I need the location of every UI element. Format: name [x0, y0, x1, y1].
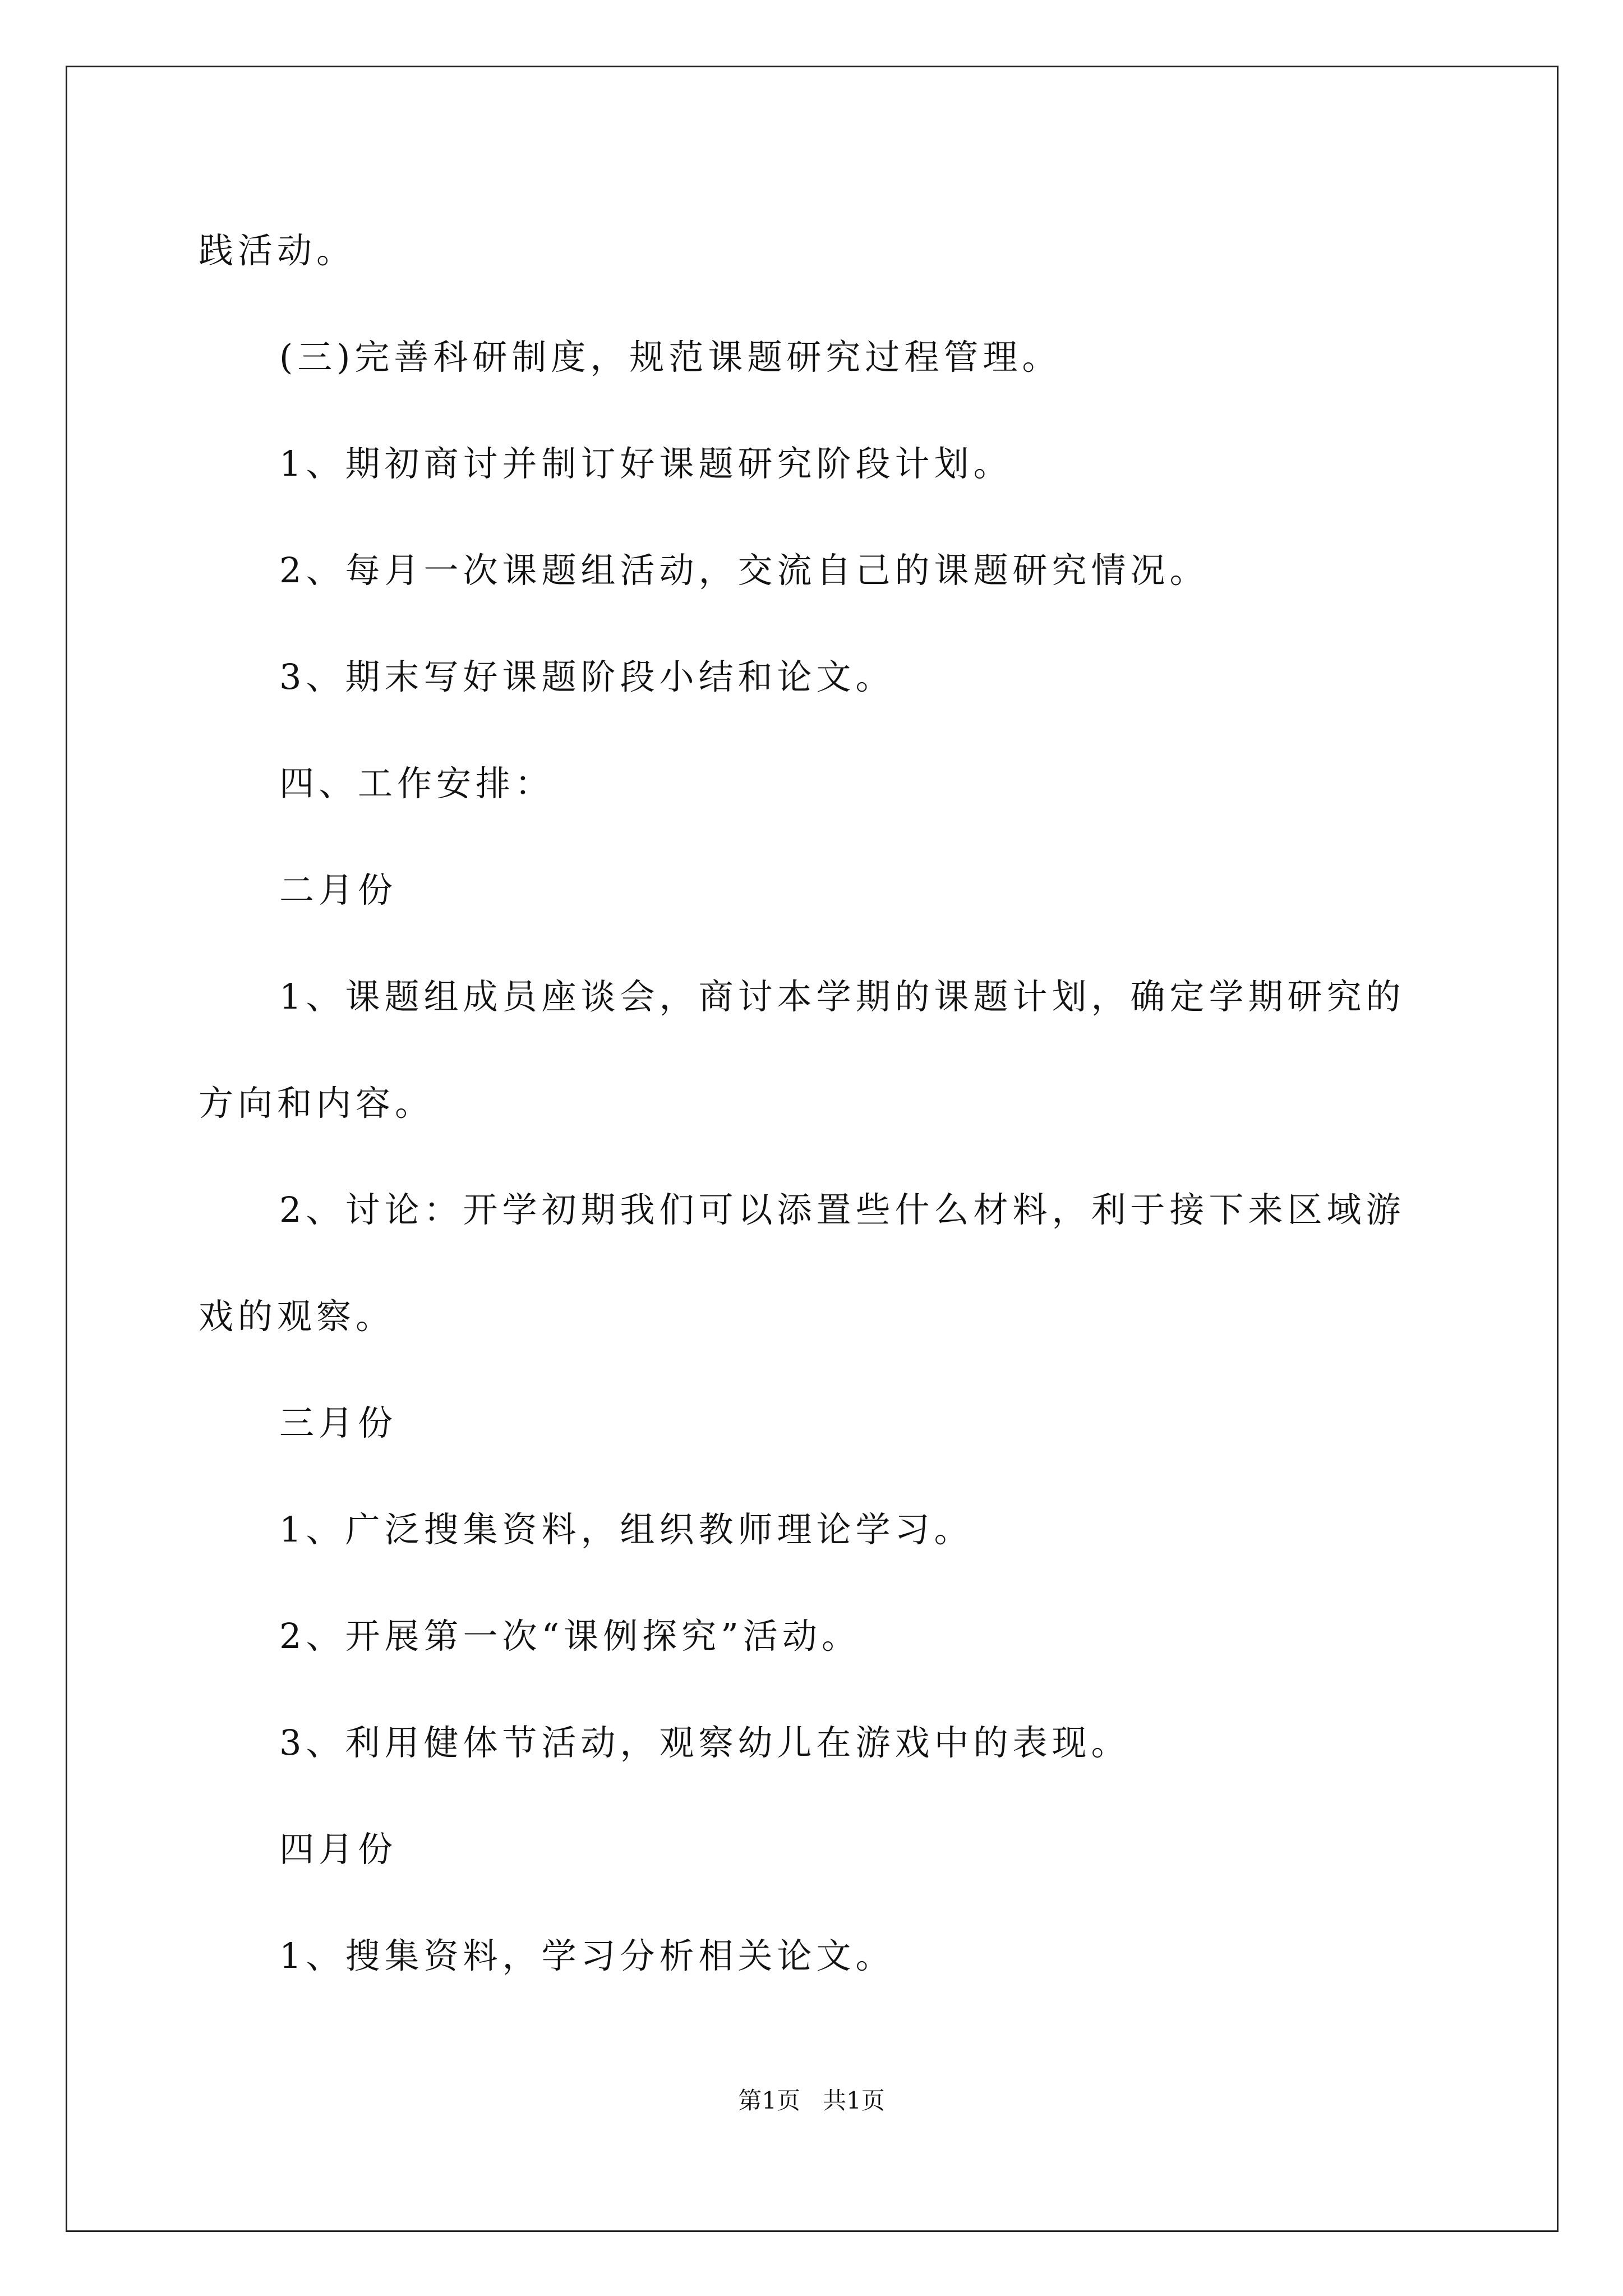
text-line: 践活动。 [199, 230, 356, 271]
text-line: 1、期初商讨并制订好课题研究阶段计划。 [279, 443, 1013, 484]
month-heading: 三月份 [279, 1402, 398, 1443]
text-line: 1、广泛搜集资料，组织教师理论学习。 [279, 1509, 974, 1550]
text-line: 方向和内容。 [199, 1083, 435, 1124]
section-heading: 四、工作安排： [279, 763, 555, 804]
text-line: 1、课题组成员座谈会，商讨本学期的课题计划，确定学期研究的 [279, 976, 1405, 1017]
page-number: 第1页 共1页 [738, 2087, 885, 2114]
text-line: 2、开展第一次“课例探究”活动。 [279, 1616, 861, 1657]
text-line: 3、利用健体节活动，观察幼儿在游戏中的表现。 [279, 1722, 1131, 1763]
text-line: (三)完善科研制度，规范课题研究过程管理。 [279, 337, 1062, 378]
text-line: 2、讨论：开学初期我们可以添置些什么材料，利于接下来区域游 [279, 1189, 1405, 1230]
text-line: 1、搜集资料，学习分析相关论文。 [279, 1935, 895, 1976]
page-border [66, 66, 1559, 2232]
month-heading: 二月份 [279, 869, 398, 910]
text-line: 3、期末写好课题阶段小结和论文。 [279, 656, 895, 697]
month-heading: 四月份 [279, 1829, 398, 1870]
text-line: 戏的观察。 [199, 1296, 395, 1337]
text-line: 2、每月一次课题组活动，交流自己的课题研究情况。 [279, 550, 1209, 591]
